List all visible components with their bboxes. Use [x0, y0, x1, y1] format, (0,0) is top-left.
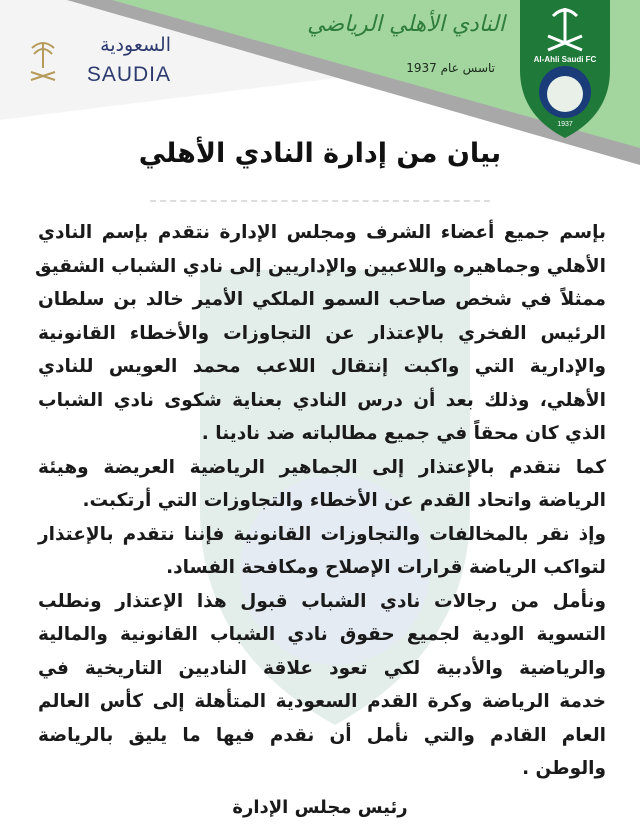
signature: رئيس مجلس الإدارة: [232, 797, 408, 818]
divider: [150, 200, 490, 202]
club-badge-year: 1937: [557, 121, 573, 128]
body-line: ونأمل من رجالات نادي الشباب قبول هذا الإعتذار ونطلب: [38, 590, 606, 612]
body-line: خدمة الرياضة وكرة القدم السعودية المتأهلة إلى كأس العالم: [38, 691, 606, 712]
body-line: لتواكب الرياضة قرارات الإصلاح ومكافحة الفساد.: [166, 557, 606, 578]
body-line: العام القادم والتي نأمل أن نقدم فيها ما يليق بالرياضة: [38, 724, 606, 746]
body-line: والرياضية والأدبية لكي تعود علاقة الناديين التاريخية في: [38, 657, 606, 679]
sponsor-name-en: SAUDIA: [86, 63, 171, 86]
body-line: كما نتقدم بالإعتذار إلى الجماهير الرياضية العريضة وهيئة: [38, 456, 606, 478]
palm-swords-icon: [26, 38, 60, 84]
body-line: الرئيس الفخري بالإعتذار عن التجاوزات والأخطاء القانونية: [38, 322, 606, 344]
body-line: الرياضة واتحاد القدم عن الأخطاء والتجاوزات التي أرتكبت.: [82, 490, 606, 511]
sponsor-name-ar: السعودية: [100, 34, 171, 56]
body-line: وإذ نقر بالمخالفات والتجاوزات القانونية فإننا نتقدم بالإعتذار: [38, 523, 606, 545]
sponsor-logo: [26, 32, 171, 92]
body-line: الذي كان محقاً في جميع مطالباته ضد نادينا .: [201, 423, 606, 444]
body-line: الأهلي، وذلك بعد أن درس النادي بعناية شكوى نادي الشباب: [38, 389, 606, 411]
body-line: بإسم جميع أعضاء الشرف ومجلس الإدارة نتقدم بإسم النادي: [38, 222, 606, 243]
club-name: النادي الأهلي الرياضي: [307, 12, 505, 37]
body-line: التسوية الودية لجميع حقوق نادي الشباب القانونية والمالية: [38, 624, 606, 645]
page-title: بيان من إدارة النادي الأهلي: [138, 138, 502, 169]
statement-body: [35, 216, 606, 786]
club-logo: [518, 0, 612, 140]
body-line: ممثلاً في شخص صاحب السمو الملكي الأمير خالد بن سلطان: [38, 289, 606, 310]
body-line: الأهلي وجماهيره واللاعبين والإداريين إلى نادي الشباب الشقيق: [35, 255, 606, 277]
club-badge-text: Al-Ahli Saudi FC: [533, 55, 597, 64]
body-line: والوطن .: [522, 758, 606, 779]
body-line: والإدارية التي واكبت إنتقال اللاعب محمد العويس للنادي: [38, 356, 606, 377]
club-founded-year: تاسس عام 1937: [406, 61, 495, 75]
